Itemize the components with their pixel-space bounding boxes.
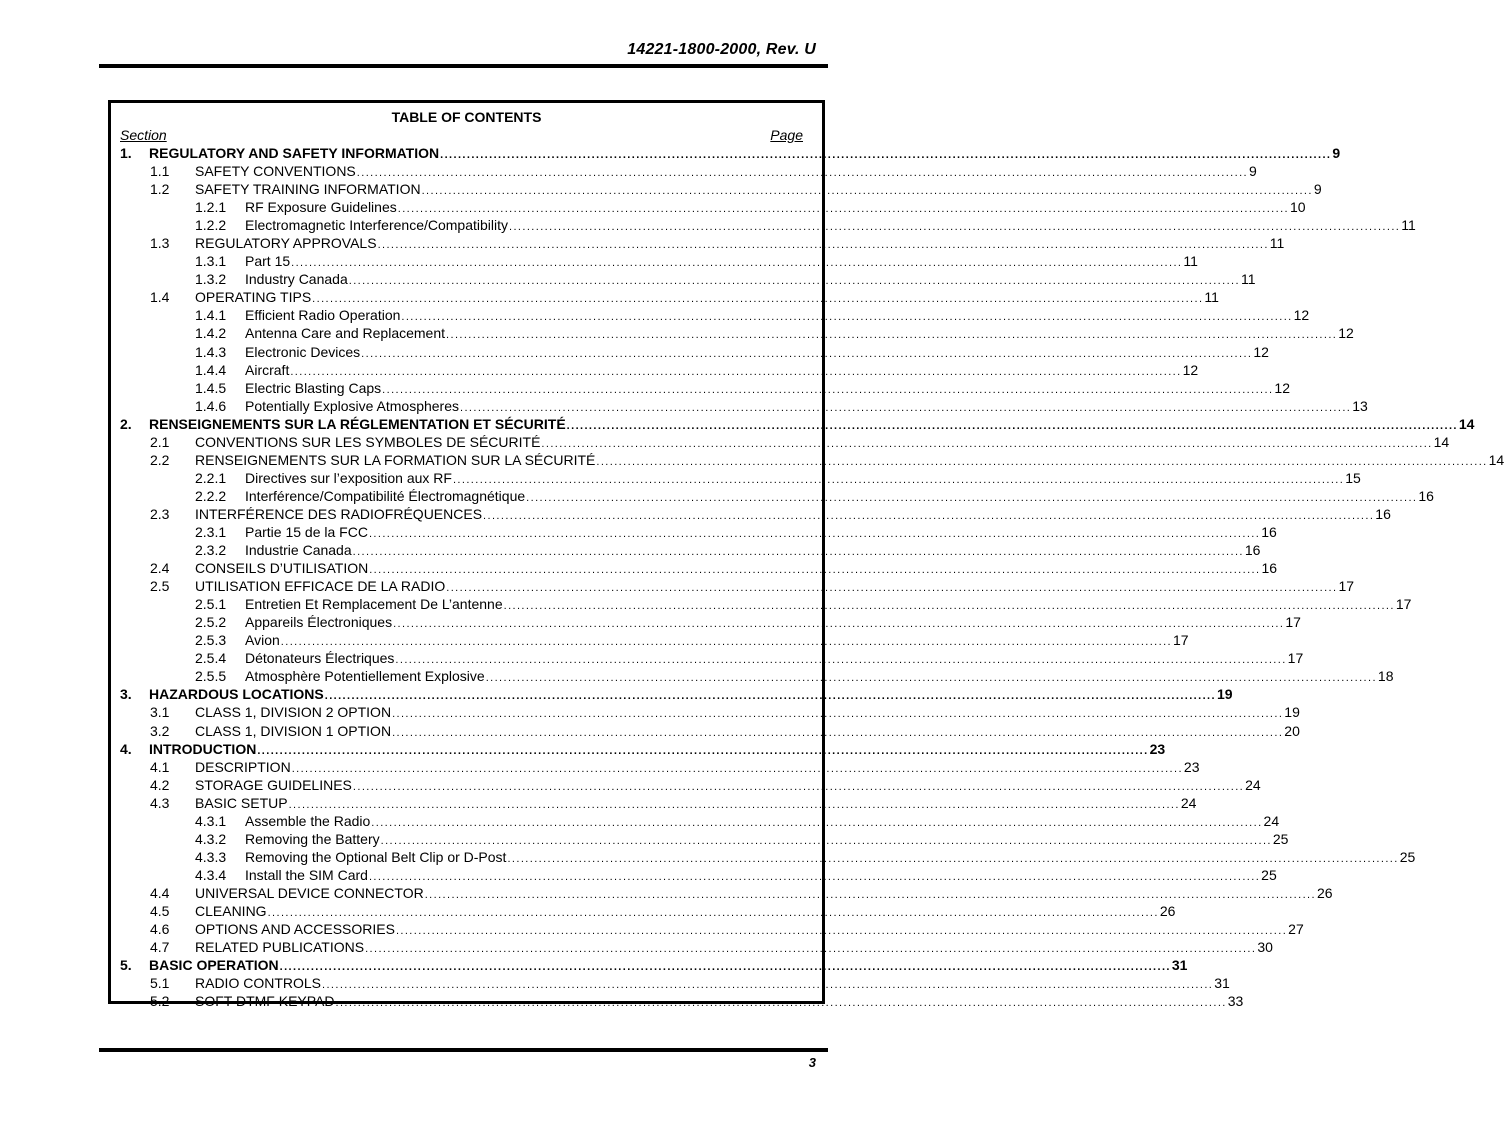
toc-entry-title[interactable]: Removing the Battery — [245, 830, 380, 847]
toc-entry-page: 31 — [1171, 957, 1188, 974]
toc-entry-page: 15 — [1345, 469, 1361, 486]
toc-entry[interactable] — [111, 920, 1304, 938]
toc-entry-title[interactable]: Antenna Care and Replacement — [245, 325, 446, 342]
dot-leader: ........................................................................................................................................................................................................ — [596, 455, 1488, 468]
toc-entry-page: 23 — [1149, 740, 1166, 757]
toc-entry-title[interactable]: Directives sur l’exposition aux RF — [245, 469, 452, 486]
dot-leader: ........................................................................................................................................................................................................ — [503, 600, 1395, 613]
toc-entry-line — [245, 631, 1189, 651]
toc-entry-title[interactable]: CLASS 1, DIVISION 2 OPTION — [195, 704, 392, 721]
toc-entry-line — [245, 397, 1368, 417]
toc-entry[interactable] — [111, 740, 1166, 758]
dot-leader: ........................................................................................................................................................................................................ — [395, 925, 1288, 938]
toc-entry-line — [245, 361, 1199, 381]
page-number: 3 — [808, 1055, 816, 1070]
toc-entry-page: 19 — [1216, 686, 1233, 703]
toc-entry-page: 16 — [1261, 560, 1278, 577]
toc-entry-page: 16 — [1418, 487, 1434, 504]
dot-leader: ........................................................................................................................................................................................................ — [279, 961, 1171, 974]
dot-leader: ........................................................................................................................................................................................................ — [392, 726, 1284, 739]
toc-entry-line — [245, 306, 1310, 326]
document-id: 14221-1800-2000, Rev. U — [627, 41, 816, 58]
dot-leader: ........................................................................................................................................................................................................ — [352, 780, 1245, 793]
dot-leader: ........................................................................................................................................................................................................ — [288, 798, 1180, 811]
toc-entry-number: 2.5.2 — [195, 614, 227, 631]
toc-entry-line — [245, 812, 1280, 832]
toc-entry-title[interactable]: Interférence/Compatibilité Électromagnétique — [245, 487, 526, 504]
toc-entry-title[interactable]: REGULATORY APPROVALS — [195, 235, 377, 252]
toc-entry[interactable] — [111, 180, 1322, 198]
toc-entry-line — [245, 667, 1394, 687]
dot-leader: ........................................................................................................................................................................................................ — [361, 347, 1253, 360]
toc-entry-title[interactable]: HAZARDOUS LOCATIONS — [149, 686, 324, 703]
toc-entry-title[interactable]: Détonateurs Électriques — [245, 650, 395, 667]
dot-leader: ........................................................................................................................................................................................................ — [322, 979, 1214, 992]
toc-entry-number: 2.5 — [150, 578, 170, 595]
dot-leader: ........................................................................................................................................................................................................ — [368, 870, 1261, 883]
toc-entry[interactable] — [111, 866, 1277, 884]
toc-entry-number: 1.3 — [150, 235, 170, 252]
toc-entry-page: 18 — [1377, 668, 1394, 685]
dot-leader: ........................................................................................................................................................................................................ — [507, 852, 1399, 865]
toc-entry[interactable] — [111, 595, 1412, 613]
dot-leader: ........................................................................................................................................................................................................ — [382, 383, 1274, 396]
toc-entry[interactable] — [111, 433, 1450, 451]
toc-entry[interactable] — [111, 974, 1230, 992]
toc-entries — [111, 144, 1504, 1010]
toc-entry-number: 1.4 — [150, 289, 170, 306]
toc-entry-page: 25 — [1261, 866, 1277, 883]
toc-entry-number: 4.3.3 — [195, 848, 227, 865]
toc-entry[interactable] — [111, 505, 1391, 523]
toc-entry-line — [195, 938, 1273, 958]
toc-entry-title[interactable]: DESCRIPTION — [195, 758, 291, 775]
dot-leader: ........................................................................................................................................................................................................ — [395, 654, 1287, 667]
toc-entry[interactable] — [111, 162, 1257, 180]
dot-leader: ........................................................................................................................................................................................................ — [365, 943, 1257, 956]
toc-entry-line — [149, 685, 1233, 705]
toc-entry-title[interactable]: BASIC SETUP — [195, 794, 288, 811]
toc-entry-page: 17 — [1173, 632, 1189, 649]
toc-entry[interactable] — [111, 685, 1233, 703]
dot-leader: ........................................................................................................................................................................................................ — [393, 618, 1285, 631]
toc-entry-line — [245, 866, 1277, 886]
toc-entry-number: 1.2.1 — [195, 199, 227, 216]
dot-leader: ........................................................................................................................................................................................................ — [312, 293, 1204, 306]
toc-entry-line — [195, 722, 1300, 742]
toc-entry-number: 2. — [120, 415, 132, 432]
toc-entry[interactable] — [111, 812, 1280, 830]
toc-entry-page: 14 — [1433, 433, 1450, 450]
toc-entry-number: 2.3 — [150, 505, 170, 522]
toc-entry-line — [195, 902, 1176, 922]
toc-entry-number: 2.5.5 — [195, 668, 227, 685]
toc-entry-title[interactable]: RADIO CONTROLS — [195, 975, 322, 992]
toc-entry-number: 3.2 — [150, 722, 170, 739]
toc-entry[interactable] — [111, 451, 1504, 469]
toc-entry-number: 4.3.2 — [195, 830, 227, 847]
dot-leader: ........................................................................................................................................................................................................ — [377, 239, 1269, 252]
toc-entry-title[interactable]: CONVENTIONS SUR LES SYMBOLES DE SÉCURITÉ — [195, 433, 541, 450]
toc-entry-number: 2.4 — [150, 560, 170, 577]
toc-entry-page: 16 — [1261, 523, 1277, 540]
toc-entry-number: 2.2.2 — [195, 487, 227, 504]
toc-entry-page: 12 — [1293, 307, 1310, 324]
toc-entry-number: 4.3.1 — [195, 812, 227, 829]
toc-entry-page: 17 — [1287, 650, 1304, 667]
toc-entry-page: 19 — [1284, 704, 1300, 721]
toc-entry-page: 10 — [1289, 199, 1306, 216]
toc-entry[interactable] — [111, 776, 1261, 794]
toc-entry-line — [195, 884, 1333, 904]
dot-leader: ........................................................................................................................................................................................................ — [335, 997, 1227, 1010]
toc-entry-title[interactable]: Install the SIM Card — [245, 866, 368, 883]
toc-entry-number: 1.3.1 — [195, 253, 227, 270]
dot-leader: ........................................................................................................................................................................................................ — [397, 203, 1289, 216]
toc-entry-title[interactable]: UTILISATION EFFICACE DE LA RADIO — [195, 578, 446, 595]
toc-entry-number: 1.4.3 — [195, 343, 227, 360]
toc-entry[interactable] — [111, 541, 1261, 559]
toc-entry-line — [195, 920, 1304, 940]
toc-entry-title[interactable]: CLEANING — [195, 902, 267, 919]
toc-entry-line — [245, 324, 1354, 344]
toc-entry-number: 2.5.1 — [195, 596, 227, 613]
toc-entry-page: 17 — [1338, 578, 1355, 595]
toc-entry-title[interactable]: INTERFÉRENCE DES RADIOFRÉQUENCES — [195, 505, 483, 522]
dot-leader: ........................................................................................................................................................................................................ — [483, 509, 1375, 522]
toc-entry-page: 12 — [1274, 379, 1290, 396]
toc-entry-number: 1.1 — [150, 163, 170, 180]
toc-entry-line — [149, 740, 1166, 760]
dot-leader: ........................................................................................................................................................................................................ — [352, 546, 1244, 559]
toc-entry-line — [195, 703, 1300, 723]
toc-entry[interactable] — [111, 830, 1289, 848]
toc-title: TABLE OF CONTENTS — [391, 109, 542, 125]
toc-entry[interactable] — [111, 758, 1200, 776]
toc-entry[interactable] — [111, 252, 1198, 270]
toc-entry[interactable] — [111, 379, 1290, 397]
dot-leader: ........................................................................................................................................................................................................ — [440, 149, 1332, 161]
toc-entry-line — [195, 974, 1230, 994]
toc-entry-line — [245, 541, 1261, 561]
dot-leader: ........................................................................................................................................................................................................ — [485, 672, 1377, 685]
toc-entry-title[interactable]: OPERATING TIPS — [195, 289, 312, 306]
toc-entry-line — [245, 270, 1256, 290]
toc-entry[interactable] — [111, 848, 1416, 866]
dot-leader: ........................................................................................................................................................................................................ — [369, 564, 1261, 577]
toc-entry-number: 1.3.2 — [195, 271, 227, 288]
toc-entry-line — [195, 234, 1285, 254]
dot-leader: ........................................................................................................................................................................................................ — [446, 582, 1338, 595]
toc-entry-page: 9 — [1249, 163, 1257, 180]
toc-entry-line — [195, 505, 1391, 525]
section-column-label: Section — [120, 127, 167, 143]
toc-entry-page: 12 — [1182, 361, 1199, 378]
toc-entry[interactable] — [111, 469, 1361, 487]
toc-entry-title[interactable]: SAFETY CONVENTIONS — [195, 163, 356, 180]
toc-entry-number: 4.7 — [150, 939, 170, 956]
toc-entry-line — [245, 198, 1306, 218]
toc-entry-number: 1.4.5 — [195, 379, 227, 396]
toc-entry[interactable] — [111, 559, 1278, 577]
toc-entry[interactable] — [111, 361, 1199, 379]
toc-entry-number: 2.3.2 — [195, 542, 227, 559]
toc-entry-number: 4.2 — [150, 776, 170, 793]
toc-entry-line — [245, 523, 1277, 543]
toc-entry[interactable] — [111, 902, 1176, 920]
toc-entry-title[interactable]: Aircraft — [245, 361, 290, 378]
dot-leader: ........................................................................................................................................................................................................ — [566, 419, 1458, 432]
page-column-label: Page — [770, 127, 803, 143]
toc-entry-page: 9 — [1332, 145, 1341, 161]
toc-entry-page: 23 — [1183, 758, 1200, 775]
toc-entry-line — [245, 830, 1289, 850]
toc-entry[interactable] — [111, 938, 1273, 956]
toc-entry-line — [245, 487, 1434, 507]
toc-entry-line — [245, 595, 1412, 615]
toc-entry-page: 24 — [1263, 812, 1280, 829]
toc-entry-title[interactable]: Removing the Optional Belt Clip or D-Post — [245, 848, 507, 865]
toc-entry-title[interactable]: UNIVERSAL DEVICE CONNECTOR — [195, 884, 424, 901]
dot-leader: ........................................................................................................................................................................................................ — [267, 906, 1159, 919]
toc-entry-number: 3. — [120, 686, 132, 703]
toc-entry[interactable] — [111, 198, 1306, 216]
dot-leader: ........................................................................................................................................................................................................ — [541, 437, 1433, 450]
dot-leader: ........................................................................................................................................................................................................ — [460, 401, 1352, 414]
toc-entry-number: 2.2.1 — [195, 469, 227, 486]
toc-entry-title[interactable]: Partie 15 de la FCC — [245, 523, 368, 540]
toc-entry-title[interactable]: Assemble the Radio — [245, 812, 371, 829]
toc-entry-title[interactable]: INTRODUCTION — [149, 740, 257, 757]
dot-leader: ........................................................................................................................................................................................................ — [421, 185, 1313, 198]
toc-entry-page: 11 — [1401, 217, 1416, 234]
toc-entry-title[interactable]: Industry Canada — [245, 271, 348, 288]
toc-entry-line — [195, 577, 1355, 597]
toc-entry-number: 2.5.3 — [195, 632, 227, 649]
toc-entry-number: 4.6 — [150, 921, 170, 938]
toc-entry[interactable] — [111, 884, 1333, 902]
toc-entry-line — [195, 559, 1278, 579]
toc-entry-line — [245, 613, 1301, 633]
toc-entry-page: 31 — [1214, 975, 1230, 992]
toc-entry-line — [195, 992, 1244, 1012]
toc-entry-number: 4. — [120, 740, 132, 757]
toc-entry-title[interactable]: CONSEILS D’UTILISATION — [195, 560, 369, 577]
toc-entry-number: 4.3.4 — [195, 866, 227, 883]
toc-entry-number: 2.2 — [150, 451, 170, 468]
toc-entry[interactable] — [111, 415, 1475, 433]
toc-entry-title[interactable]: Atmosphère Potentiellement Explosive — [245, 668, 485, 685]
toc-entry-line — [245, 343, 1269, 363]
toc-entry-title[interactable]: Appareils Électroniques — [245, 614, 393, 631]
toc-entry-title[interactable]: OPTIONS AND ACCESSORIES — [195, 921, 395, 938]
toc-entry-number: 4.1 — [150, 758, 170, 775]
toc-entry-line — [245, 848, 1416, 868]
toc-entry[interactable] — [111, 324, 1354, 342]
dot-leader: ........................................................................................................................................................................................................ — [257, 744, 1149, 757]
toc-entry-number: 4.4 — [150, 884, 170, 901]
dot-leader: ........................................................................................................................................................................................................ — [446, 329, 1338, 342]
toc-entry[interactable] — [111, 306, 1310, 324]
toc-entry-number: 5. — [120, 957, 132, 974]
toc-entry-title[interactable]: BASIC OPERATION — [149, 957, 279, 974]
toc-entry[interactable] — [111, 234, 1285, 252]
toc-entry-title[interactable]: Efficient Radio Operation — [245, 307, 401, 324]
dot-leader: ........................................................................................................................................................................................................ — [371, 816, 1263, 829]
footer-rule — [99, 1048, 828, 1052]
toc-entry[interactable] — [111, 667, 1394, 685]
dot-leader: ........................................................................................................................................................................................................ — [291, 257, 1183, 270]
toc-entry-line — [149, 956, 1188, 976]
dot-leader: ........................................................................................................................................................................................................ — [380, 834, 1272, 847]
toc-entry-page: 26 — [1159, 902, 1176, 919]
toc-entry-page: 11 — [1204, 289, 1219, 306]
toc-entry[interactable] — [111, 523, 1277, 541]
toc-entry-page: 17 — [1285, 614, 1301, 631]
toc-entry[interactable] — [111, 487, 1434, 505]
toc-entry-page: 17 — [1395, 596, 1412, 613]
dot-leader: ........................................................................................................................................................................................................ — [324, 690, 1216, 703]
dot-leader: ........................................................................................................................................................................................................ — [290, 365, 1182, 378]
toc-entry-title[interactable]: RENSEIGNEMENTS SUR LA RÉGLEMENTATION ET SÉCURITÉ — [149, 415, 566, 432]
toc-entry-line — [195, 162, 1257, 182]
toc-entry-page: 24 — [1245, 776, 1261, 793]
toc-entry-title[interactable]: Electric Blasting Caps — [245, 379, 382, 396]
toc-entry[interactable] — [111, 397, 1368, 415]
toc-entry-page: 33 — [1227, 993, 1244, 1010]
toc-entry[interactable] — [111, 613, 1301, 631]
toc-entry-title[interactable]: CLASS 1, DIVISION 1 OPTION — [195, 722, 392, 739]
toc-entry-line — [149, 415, 1475, 435]
toc-entry-page: 25 — [1399, 848, 1416, 865]
toc-entry-number: 3.1 — [150, 704, 170, 721]
dot-leader: ........................................................................................................................................................................................................ — [280, 636, 1173, 649]
toc-entry-title[interactable]: Industrie Canada — [245, 542, 352, 559]
toc-entry-line — [245, 649, 1304, 669]
toc-entry-number: 5.2 — [150, 993, 170, 1010]
toc-entry-number: 2.1 — [150, 433, 170, 450]
toc-entry-title[interactable]: Avion — [245, 632, 280, 649]
toc-entry-number: 5.1 — [150, 975, 170, 992]
toc-entry[interactable] — [111, 956, 1188, 974]
toc-entry[interactable] — [111, 649, 1304, 667]
dot-leader: ........................................................................................................................................................................................................ — [424, 888, 1316, 901]
toc-entry-number: 1.4.2 — [195, 325, 227, 342]
toc-entry-title[interactable]: STORAGE GUIDELINES — [195, 776, 352, 793]
toc-entry-line — [195, 758, 1200, 778]
toc-entry[interactable] — [111, 270, 1256, 288]
toc-entry-page: 13 — [1352, 397, 1368, 414]
dot-leader: ........................................................................................................................................................................................................ — [401, 311, 1293, 324]
toc-entry[interactable] — [111, 703, 1300, 721]
toc-entry-page: 9 — [1313, 181, 1322, 198]
toc-entry-page: 20 — [1284, 722, 1300, 739]
toc-entry-number: 2.5.4 — [195, 650, 227, 667]
toc-entry-page: 14 — [1458, 415, 1475, 432]
toc-entry-line — [195, 288, 1219, 308]
dot-leader: ........................................................................................................................................................................................................ — [452, 473, 1345, 486]
toc-entry-title[interactable]: Part 15 — [245, 253, 291, 270]
toc-entry[interactable] — [111, 343, 1269, 361]
toc-entry-page: 27 — [1288, 921, 1304, 938]
toc-entry-page: 24 — [1180, 794, 1197, 811]
toc-entry-title[interactable]: RELATED PUBLICATIONS — [195, 939, 365, 956]
toc-entry-title[interactable]: SOFT DTMF KEYPAD — [195, 993, 335, 1010]
toc-entry-page: 16 — [1244, 542, 1261, 559]
toc-entry-line — [245, 216, 1416, 236]
toc-entry-page: 11 — [1183, 253, 1198, 270]
toc-entry-title[interactable]: RF Exposure Guidelines — [245, 199, 397, 216]
header-rule — [99, 64, 828, 68]
dot-leader: ........................................................................................................................................................................................................ — [291, 762, 1183, 775]
toc-entry-page: 12 — [1253, 343, 1269, 360]
toc-entry[interactable] — [111, 722, 1300, 740]
toc-entry-line — [195, 794, 1197, 814]
toc-entry-line — [195, 776, 1261, 796]
toc-entry-page: 12 — [1338, 325, 1354, 342]
toc-entry-page: 11 — [1240, 271, 1256, 288]
toc-entry-number: 1.2 — [150, 181, 170, 198]
dot-leader: ........................................................................................................................................................................................................ — [526, 491, 1418, 504]
dot-leader: ........................................................................................................................................................................................................ — [509, 221, 1401, 234]
toc-entry-number: 2.3.1 — [195, 523, 227, 540]
toc-entry-page: 25 — [1272, 830, 1289, 847]
toc-entry-line — [195, 451, 1504, 471]
toc-entry-line — [245, 469, 1361, 489]
toc-entry-page: 16 — [1375, 505, 1391, 522]
toc-entry-line — [245, 379, 1290, 399]
toc-entry-title[interactable]: Electronic Devices — [245, 343, 361, 360]
toc-entry-title[interactable]: RENSEIGNEMENTS SUR LA FORMATION SUR LA SÉCURITÉ — [195, 451, 596, 468]
toc-entry-line — [195, 180, 1322, 200]
toc-entry-number: 1.4.6 — [195, 397, 227, 414]
toc-entry-number: 1.4.1 — [195, 307, 227, 324]
toc-entry[interactable] — [111, 631, 1189, 649]
toc-entry-title[interactable]: Entretien Et Remplacement De L’antenne — [245, 596, 503, 613]
toc-entry-line — [195, 433, 1450, 453]
dot-leader: ........................................................................................................................................................................................................ — [356, 167, 1249, 180]
toc-entry-number: 1.2.2 — [195, 217, 227, 234]
toc-entry-number: 1. — [120, 145, 132, 161]
toc-entry-title[interactable]: REGULATORY AND SAFETY INFORMATION — [149, 145, 440, 161]
toc-entry[interactable] — [111, 288, 1219, 306]
toc-entry-page: 30 — [1257, 939, 1273, 956]
toc-entry-title[interactable]: SAFETY TRAINING INFORMATION — [195, 181, 421, 198]
toc-entry-page: 11 — [1269, 235, 1285, 252]
dot-leader: ........................................................................................................................................................................................................ — [348, 275, 1240, 288]
toc-entry-line — [245, 252, 1198, 272]
dot-leader: ........................................................................................................................................................................................................ — [368, 527, 1261, 540]
toc-entry[interactable] — [111, 144, 1341, 162]
toc-entry-page: 26 — [1316, 884, 1333, 901]
toc-entry[interactable] — [111, 577, 1355, 595]
toc-entry-number: 4.5 — [150, 902, 170, 919]
toc-entry-page: 14 — [1488, 451, 1504, 468]
toc-entry[interactable] — [111, 794, 1197, 812]
toc-entry[interactable] — [111, 216, 1416, 234]
toc-entry[interactable] — [111, 992, 1244, 1010]
toc-entry-line — [149, 144, 1341, 164]
table-of-contents — [108, 100, 1504, 1010]
dot-leader: ........................................................................................................................................................................................................ — [392, 708, 1284, 721]
toc-entry-title[interactable]: Electromagnetic Interference/Compatibility — [245, 217, 509, 234]
toc-entry-number: 1.4.4 — [195, 361, 227, 378]
toc-entry-number: 4.3 — [150, 794, 170, 811]
toc-entry-title[interactable]: Potentially Explosive Atmospheres — [245, 397, 459, 414]
